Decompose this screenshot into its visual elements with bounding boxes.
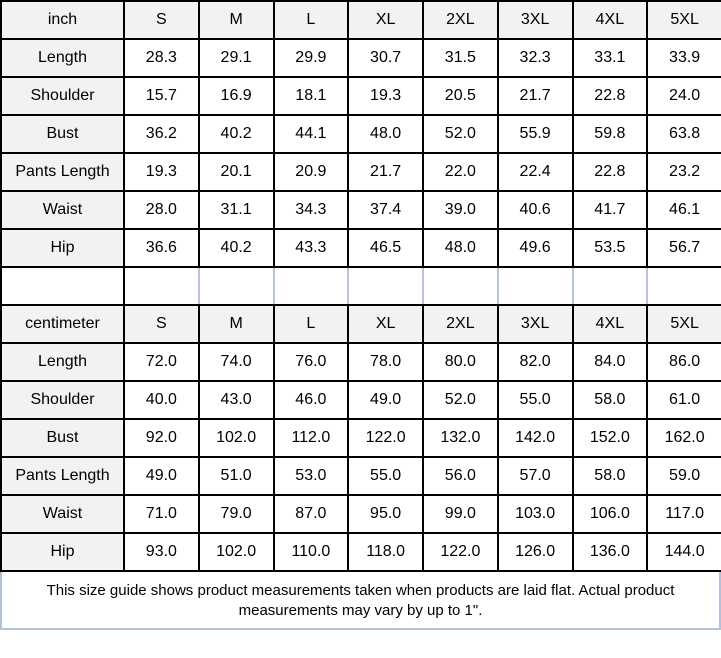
measurement-value-cell: 93.0 (124, 533, 199, 571)
measurement-value-cell: 37.4 (348, 191, 423, 229)
measurement-value-cell: 22.8 (573, 153, 648, 191)
measurement-value-cell: 19.3 (348, 77, 423, 115)
measurement-row (1, 191, 721, 229)
unit-header-cell: inch (1, 1, 124, 39)
measurement-value-cell: 110.0 (274, 533, 349, 571)
spacer-cell (647, 267, 721, 305)
size-header-cell: M (199, 305, 274, 343)
measurement-value-cell: 41.7 (573, 191, 648, 229)
measurement-row (1, 419, 721, 457)
measurement-value-cell: 53.0 (274, 457, 349, 495)
measurement-value-cell: 52.0 (423, 381, 498, 419)
measurement-label-cell: Hip (1, 229, 124, 267)
size-header-cell: 3XL (498, 1, 573, 39)
measurement-value-cell: 21.7 (498, 77, 573, 115)
measurement-value-cell: 55.9 (498, 115, 573, 153)
measurement-value-cell: 16.9 (199, 77, 274, 115)
measurement-value-cell: 20.5 (423, 77, 498, 115)
measurement-value-cell: 55.0 (348, 457, 423, 495)
measurement-value-cell: 59.0 (647, 457, 721, 495)
measurement-value-cell: 48.0 (348, 115, 423, 153)
measurement-value-cell: 36.2 (124, 115, 199, 153)
measurement-value-cell: 32.3 (498, 39, 573, 77)
measurement-value-cell: 99.0 (423, 495, 498, 533)
measurement-value-cell: 56.7 (647, 229, 721, 267)
unit-header-row (1, 1, 721, 39)
size-header-cell: 5XL (647, 1, 721, 39)
size-header-cell: XL (348, 1, 423, 39)
measurement-value-cell: 87.0 (274, 495, 349, 533)
measurement-value-cell: 31.5 (423, 39, 498, 77)
measurement-value-cell: 79.0 (199, 495, 274, 533)
measurement-value-cell: 80.0 (423, 343, 498, 381)
measurement-value-cell: 49.6 (498, 229, 573, 267)
size-header-cell: XL (348, 305, 423, 343)
measurement-row (1, 457, 721, 495)
measurement-value-cell: 39.0 (423, 191, 498, 229)
measurement-value-cell: 117.0 (647, 495, 721, 533)
measurement-label-cell: Length (1, 39, 124, 77)
measurement-value-cell: 136.0 (573, 533, 648, 571)
measurement-row (1, 115, 721, 153)
measurement-value-cell: 33.1 (573, 39, 648, 77)
measurement-value-cell: 122.0 (348, 419, 423, 457)
measurement-value-cell: 22.0 (423, 153, 498, 191)
measurement-label-cell: Bust (1, 115, 124, 153)
measurement-row (1, 495, 721, 533)
measurement-value-cell: 57.0 (498, 457, 573, 495)
spacer-cell (199, 267, 274, 305)
measurement-value-cell: 46.0 (274, 381, 349, 419)
measurement-value-cell: 48.0 (423, 229, 498, 267)
measurement-value-cell: 28.0 (124, 191, 199, 229)
measurement-value-cell: 102.0 (199, 533, 274, 571)
measurement-label-cell: Shoulder (1, 77, 124, 115)
size-header-cell: S (124, 305, 199, 343)
measurement-value-cell: 44.1 (274, 115, 349, 153)
measurement-value-cell: 76.0 (274, 343, 349, 381)
measurement-value-cell: 22.8 (573, 77, 648, 115)
spacer-cell (498, 267, 573, 305)
measurement-value-cell: 84.0 (573, 343, 648, 381)
unit-header-row (1, 305, 721, 343)
measurement-value-cell: 118.0 (348, 533, 423, 571)
measurement-value-cell: 58.0 (573, 457, 648, 495)
measurement-value-cell: 52.0 (423, 115, 498, 153)
measurement-value-cell: 18.1 (274, 77, 349, 115)
spacer-row (1, 267, 721, 305)
measurement-value-cell: 40.0 (124, 381, 199, 419)
size-header-cell: 2XL (423, 305, 498, 343)
measurement-value-cell: 46.5 (348, 229, 423, 267)
measurement-value-cell: 15.7 (124, 77, 199, 115)
measurement-value-cell: 59.8 (573, 115, 648, 153)
measurement-value-cell: 43.3 (274, 229, 349, 267)
measurement-value-cell: 20.1 (199, 153, 274, 191)
measurement-value-cell: 162.0 (647, 419, 721, 457)
measurement-value-cell: 51.0 (199, 457, 274, 495)
measurement-value-cell: 78.0 (348, 343, 423, 381)
measurement-value-cell: 61.0 (647, 381, 721, 419)
measurement-value-cell: 126.0 (498, 533, 573, 571)
size-header-cell: M (199, 1, 274, 39)
measurement-value-cell: 92.0 (124, 419, 199, 457)
measurement-value-cell: 31.1 (199, 191, 274, 229)
measurement-value-cell: 33.9 (647, 39, 721, 77)
size-guide-note (0, 572, 721, 630)
measurement-value-cell: 58.0 (573, 381, 648, 419)
spacer-cell (423, 267, 498, 305)
size-header-cell: S (124, 1, 199, 39)
measurement-value-cell: 103.0 (498, 495, 573, 533)
size-header-cell: 5XL (647, 305, 721, 343)
spacer-cell (274, 267, 349, 305)
measurement-row (1, 77, 721, 115)
measurement-label-cell: Hip (1, 533, 124, 571)
size-header-cell: 3XL (498, 305, 573, 343)
measurement-row (1, 343, 721, 381)
measurement-value-cell: 43.0 (199, 381, 274, 419)
measurement-value-cell: 28.3 (124, 39, 199, 77)
measurement-value-cell: 24.0 (647, 77, 721, 115)
spacer-cell (124, 267, 199, 305)
size-header-cell: 4XL (573, 305, 648, 343)
size-header-cell: L (274, 305, 349, 343)
measurement-value-cell: 74.0 (199, 343, 274, 381)
measurement-value-cell: 40.6 (498, 191, 573, 229)
measurement-value-cell: 34.3 (274, 191, 349, 229)
size-header-cell: L (274, 1, 349, 39)
measurement-value-cell: 22.4 (498, 153, 573, 191)
measurement-label-cell: Waist (1, 495, 124, 533)
measurement-value-cell: 23.2 (647, 153, 721, 191)
measurement-row (1, 381, 721, 419)
spacer-cell (348, 267, 423, 305)
measurement-value-cell: 71.0 (124, 495, 199, 533)
size-header-cell: 2XL (423, 1, 498, 39)
measurement-value-cell: 21.7 (348, 153, 423, 191)
measurement-value-cell: 55.0 (498, 381, 573, 419)
size-header-cell: 4XL (573, 1, 648, 39)
measurement-value-cell: 29.9 (274, 39, 349, 77)
measurement-value-cell: 86.0 (647, 343, 721, 381)
measurement-value-cell: 63.8 (647, 115, 721, 153)
measurement-value-cell: 40.2 (199, 115, 274, 153)
measurement-row (1, 153, 721, 191)
size-guide-note-text: This size guide shows product measurements taken when products are laid flat. Actual product measurements may vary by up to 1". (46, 582, 675, 619)
measurement-label-cell: Shoulder (1, 381, 124, 419)
measurement-value-cell: 30.7 (348, 39, 423, 77)
measurement-value-cell: 132.0 (423, 419, 498, 457)
measurement-value-cell: 144.0 (647, 533, 721, 571)
measurement-label-cell: Waist (1, 191, 124, 229)
measurement-value-cell: 72.0 (124, 343, 199, 381)
measurement-value-cell: 49.0 (348, 381, 423, 419)
measurement-value-cell: 152.0 (573, 419, 648, 457)
measurement-row (1, 229, 721, 267)
measurement-value-cell: 19.3 (124, 153, 199, 191)
measurement-value-cell: 95.0 (348, 495, 423, 533)
measurement-value-cell: 29.1 (199, 39, 274, 77)
measurement-value-cell: 102.0 (199, 419, 274, 457)
measurement-row (1, 533, 721, 571)
measurement-value-cell: 112.0 (274, 419, 349, 457)
measurement-value-cell: 20.9 (274, 153, 349, 191)
spacer-label-cell (1, 267, 124, 305)
size-chart-body (1, 1, 721, 571)
measurement-value-cell: 40.2 (199, 229, 274, 267)
measurement-value-cell: 56.0 (423, 457, 498, 495)
unit-header-cell: centimeter (1, 305, 124, 343)
measurement-label-cell: Bust (1, 419, 124, 457)
measurement-value-cell: 36.6 (124, 229, 199, 267)
measurement-label-cell: Pants Length (1, 457, 124, 495)
measurement-value-cell: 49.0 (124, 457, 199, 495)
measurement-value-cell: 53.5 (573, 229, 648, 267)
spacer-cell (573, 267, 648, 305)
measurement-value-cell: 122.0 (423, 533, 498, 571)
measurement-value-cell: 46.1 (647, 191, 721, 229)
measurement-label-cell: Length (1, 343, 124, 381)
measurement-label-cell: Pants Length (1, 153, 124, 191)
measurement-value-cell: 82.0 (498, 343, 573, 381)
measurement-row (1, 39, 721, 77)
measurement-value-cell: 106.0 (573, 495, 648, 533)
measurement-value-cell: 142.0 (498, 419, 573, 457)
